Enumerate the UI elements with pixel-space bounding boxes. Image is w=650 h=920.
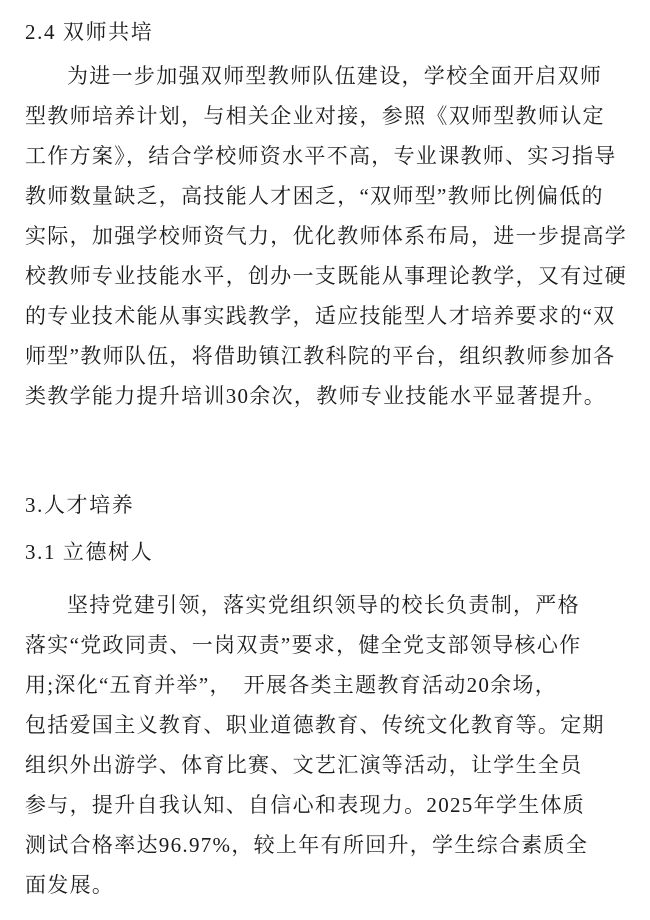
section-subheading-moral-education: 3.1 立德树人 bbox=[25, 540, 154, 564]
paragraph-line: 用;深化“五育并举”， 开展各类主题教育活动20余场， bbox=[25, 673, 558, 697]
paragraph-line: 工作方案》，结合学校师资水平不高，专业课教师、实习指导 bbox=[25, 144, 617, 168]
section-heading-talent: 3.人才培养 bbox=[25, 493, 135, 517]
paragraph-line: 测试合格率达96.97%，较上年有所回升，学生综合素质全 bbox=[25, 833, 589, 857]
paragraph-line: 坚持党建引领，落实党组织领导的校长负责制，严格 bbox=[67, 593, 580, 617]
paragraph-line: 实际，加强学校师资气力，优化教师体系布局，进一步提高学 bbox=[25, 224, 628, 248]
paragraph-line: 为进一步加强双师型教师队伍建设，学校全面开启双师 bbox=[67, 64, 603, 88]
paragraph-line: 校教师专业技能水平，创办一支既能从事理论教学，又有过硬 bbox=[25, 264, 628, 288]
paragraph-line: 参与，提升自我认知、自信心和表现力。2025年学生体质 bbox=[25, 793, 586, 817]
section-heading-dual-teacher: 2.4 双师共培 bbox=[25, 20, 154, 44]
paragraph-line: 教师数量缺乏，高技能人才困乏，“双师型”教师比例偏低的 bbox=[25, 184, 604, 208]
paragraph-line: 的专业技术能从事实践教学，适应技能型人才培养要求的“双 bbox=[25, 304, 616, 328]
paragraph-line: 师型”教师队伍，将借助镇江教科院的平台，组织教师参加各 bbox=[25, 344, 616, 368]
paragraph-line: 组织外出游学、体育比赛、文艺汇演等活动，让学生全员 bbox=[25, 753, 583, 777]
paragraph-line: 型教师培养计划，与相关企业对接，参照《双师型教师认定 bbox=[25, 104, 605, 128]
paragraph-moral-education bbox=[25, 585, 630, 905]
paragraph-line: 包括爱国主义教育、职业道德教育、传统文化教育等。定期 bbox=[25, 713, 605, 737]
paragraph-line: 面发展。 bbox=[25, 873, 115, 897]
paragraph-line: 类教学能力提升培训30余次，教师专业技能水平显著提升。 bbox=[25, 384, 607, 408]
paragraph-dual-teacher bbox=[25, 56, 630, 416]
paragraph-line: 落实“党政同责、一岗双责”要求，健全党支部领导核心作 bbox=[25, 633, 582, 657]
